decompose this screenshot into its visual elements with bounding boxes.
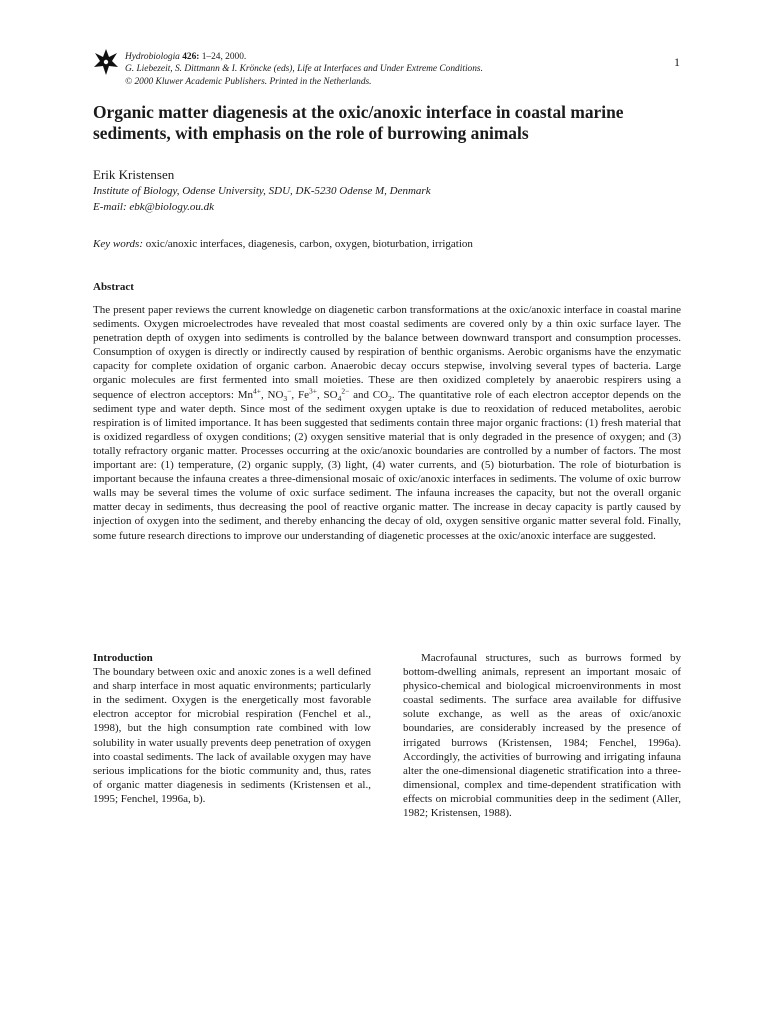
affiliation: Institute of Biology, Odense University, SDU, DK-5230 Odense M, Denmark <box>93 185 431 197</box>
abstract-heading: Abstract <box>93 281 134 293</box>
keywords-list: oxic/anoxic interfaces, diagenesis, carbon, oxygen, bioturbation, irrigation <box>143 238 473 250</box>
intro-paragraph-2: Macrofaunal structures, such as burrows formed by bottom-dwelling animals, represent an important mosaic of physico-chemical and biological microenvironments in most coastal sediments. The surface area available for diffusive solute exchange, as well as the areas of oxic/anoxic boundaries, are considerably increased by the presence of irrigated burrows (Kristensen, 1984; Fenchel, 1996a). Accordingly, the activities of burrowing and irrigating infauna alter the one-dimensional diagenetic stratification into a three-dimensional, complex and time-dependent stratification with effects on microbial communities deep in the sediment (Aller, 1982; Kristensen, 1988). <box>403 652 681 820</box>
section-heading-introduction: Introduction <box>93 652 153 664</box>
article-title: Organic matter diagenesis at the oxic/anoxic interface in coastal marine sediments, with emphasis on the role of burrowing animals <box>93 102 624 143</box>
copyright-line: © 2000 Kluwer Academic Publishers. Printed in the Netherlands. <box>125 76 372 87</box>
citation-line <box>125 51 665 63</box>
author-name: Erik Kristensen <box>93 167 175 182</box>
editors-line: G. Liebezeit, S. Dittmann & I. Kröncke (eds), Life at Interfaces and Under Extreme Conditions. <box>125 64 483 75</box>
journal-volume: 426: <box>182 52 200 62</box>
page-number: 1 <box>674 55 680 69</box>
keywords-label: Key words: <box>93 238 144 250</box>
email-line: E-mail: ebk@biology.ou.dk <box>93 200 215 213</box>
right-column <box>403 651 681 820</box>
left-column <box>93 651 371 806</box>
journal-name: Hydrobiologia <box>125 52 180 62</box>
journal-header <box>125 51 665 88</box>
keywords-line <box>93 237 693 252</box>
abstract-text: The present paper reviews the current knowledge on diagenetic carbon transformations at the oxic/anoxic interface in coastal marine sediments. Oxygen microelectrodes have revealed that most coastal sediments are covered only by a thin oxic surface layer. The penetration depth of oxygen into sediments is controlled by the balance between downward transport and consumption processes. Consumption of oxygen is directly or indirectly caused by respiration of benthic organisms. Aerobic organisms have the enzymatic capacity for complete oxidation of organic carbon. Anaerobic decay occurs stepwise, involving several types of bacteria. Large organic molecules are first fermented into small moieties. These are then oxidized completely by anaerobic respirers using a sequence of electron acceptors: $Mn^{4+}$, $NO_3^-$, $Fe^{3+}$, $SO_4^{2-}$ and $CO_2$. The quantitative role of each electron acceptor depends on the sediment type and water depth. Since most of the sediment oxygen uptake is due to reoxidation of reduced metabolites, aerobic respiration is of limited importance. It has been suggested that sediments contain three major organic fractions: (1) fresh material that is oxidized regardless of oxygen conditions; (2) oxygen sensitive material that is only degraded in the presence of oxygen; and (3) totally refractory organic matter. Processes occurring at the oxic/anoxic boundaries are controlled by a number of factors. The most important are: (1) temperature, (2) organic supply, (3) light, (4) water currents, and (5) bioturbation. The role of bioturbation is important because the infauna creates a three-dimensional mosaic of oxic/anoxic interfaces in sediments. The volume of oxic burrow walls may be several times the volume of oxic surface sediment. The infauna increases the capacity, but not the overall organic matter decay in sediments, thus decreasing the pool of reactive organic matter. The increase in decay capacity is partly caused by injection of oxygen into the sediment, and thereby enhancing the decay of old, oxygen sensitive organic matter several fold. Finally, some future research directions to improve our understanding of diagenetic processes at the oxic/anoxic interface are suggested. <box>93 304 682 542</box>
journal-pages-year: 1–24, 2000. <box>199 52 247 62</box>
author-affiliation-block <box>93 184 693 215</box>
publisher-logo-icon <box>93 47 119 77</box>
intro-paragraph-1: The boundary between oxic and anoxic zones is a well defined and sharp interface in most aquatic environments; particularly in the sediment. Oxygen is the energetically most favorable electron acceptor for microbial respiration (Fenchel et al., 1998), but the high consumption rate combined with low solubility in water usually prevents deep penetration of oxygen into coastal sediments. The lack of available oxygen may have serious implications for the biotic community and, thus, rates of organic matter diagenesis in sediments (Kristensen et al., 1995; Fenchel, 1996a, b). <box>93 666 371 805</box>
